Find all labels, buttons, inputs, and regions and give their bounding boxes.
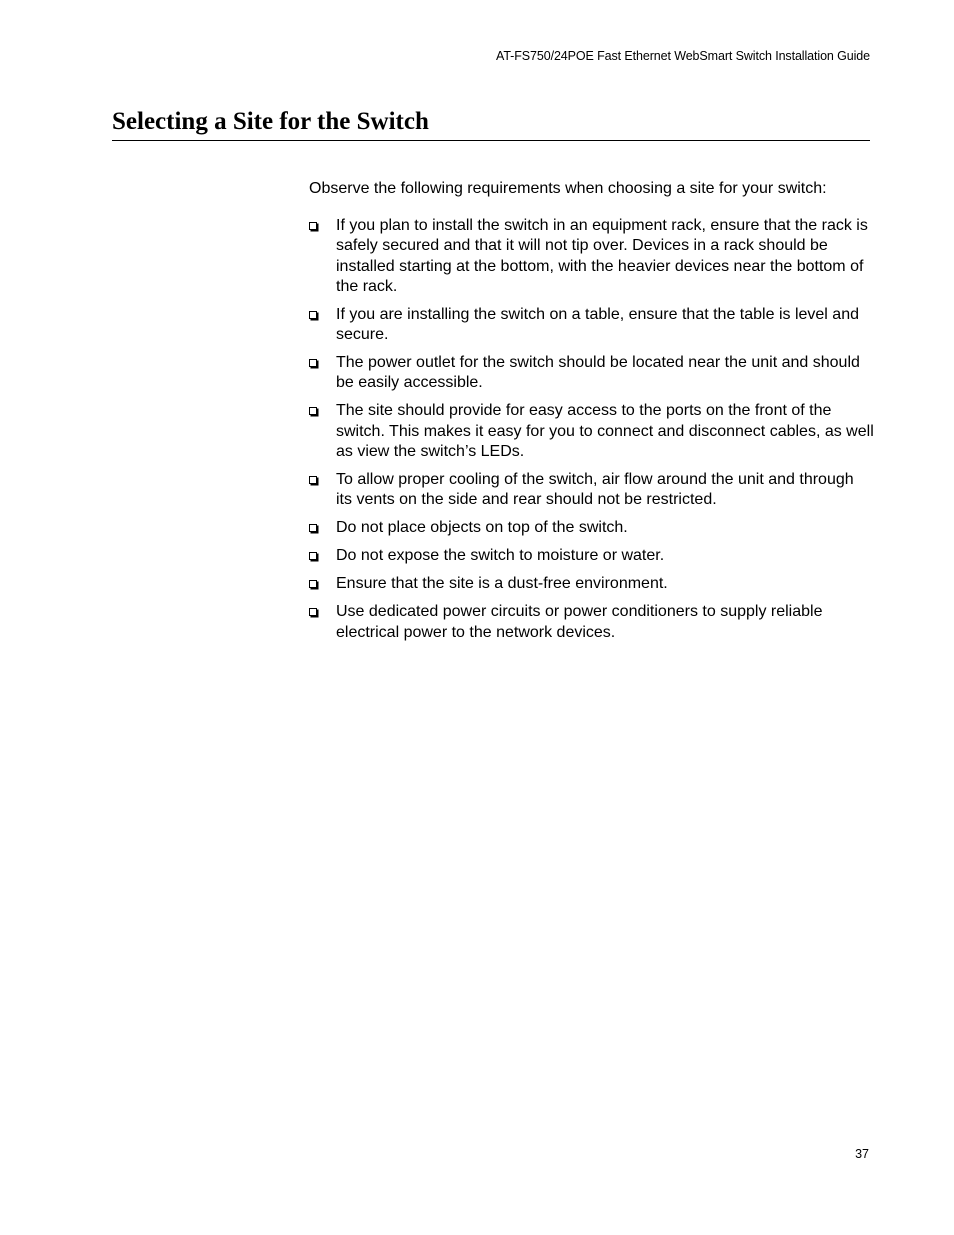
list-item — [309, 305, 874, 346]
list-item-text: Do not expose the switch to moisture or water. — [336, 547, 665, 565]
list-item-text: If you are installing the switch on a table, ensure that the table is level and secure. — [336, 305, 859, 344]
list-item — [309, 401, 874, 462]
checkbox-icon — [309, 608, 317, 616]
checkbox-icon — [309, 524, 317, 532]
list-item-text: The site should provide for easy access to the ports on the front of the switch. This makes it easy for you to connect and disconnect cables, as well as view the switch’s LEDs. — [336, 402, 874, 461]
list-item — [309, 574, 874, 594]
list-item-text: Do not place objects on top of the switch. — [336, 519, 628, 537]
list-item — [309, 546, 874, 566]
checkbox-icon — [309, 476, 317, 484]
list-item-text: The power outlet for the switch should be located near the unit and should be easily accessible. — [336, 354, 860, 392]
list-item — [309, 216, 874, 297]
checkbox-icon — [309, 311, 317, 319]
requirements-list — [309, 216, 874, 651]
list-item — [309, 470, 874, 511]
list-item-text: Use dedicated power circuits or power conditioners to supply reliable electrical power to the network devices. — [336, 603, 823, 641]
checkbox-icon — [309, 222, 317, 230]
list-item — [309, 353, 874, 394]
running-header: AT-FS750/24POE Fast Ethernet WebSmart Switch Installation Guide — [496, 49, 870, 63]
list-item — [309, 518, 874, 538]
checkbox-icon — [309, 407, 317, 415]
checkbox-icon — [309, 552, 317, 560]
list-item-text: To allow proper cooling of the switch, air flow around the unit and through its vents on the side and rear should not be restricted. — [336, 471, 854, 509]
page-number: 37 — [855, 1147, 869, 1161]
section-title: Selecting a Site for the Switch — [112, 108, 429, 135]
title-rule — [112, 140, 870, 141]
intro-paragraph: Observe the following requirements when choosing a site for your switch: — [309, 180, 827, 197]
checkbox-icon — [309, 359, 317, 367]
checkbox-icon — [309, 580, 317, 588]
list-item — [309, 602, 874, 643]
list-item-text: Ensure that the site is a dust-free environment. — [336, 575, 668, 593]
list-item-text: If you plan to install the switch in an equipment rack, ensure that the rack is safely secured and that it will not tip over. Devices in a rack should be installed starting at the bottom, with the heavier devices near the bottom of the rack. — [336, 217, 868, 295]
